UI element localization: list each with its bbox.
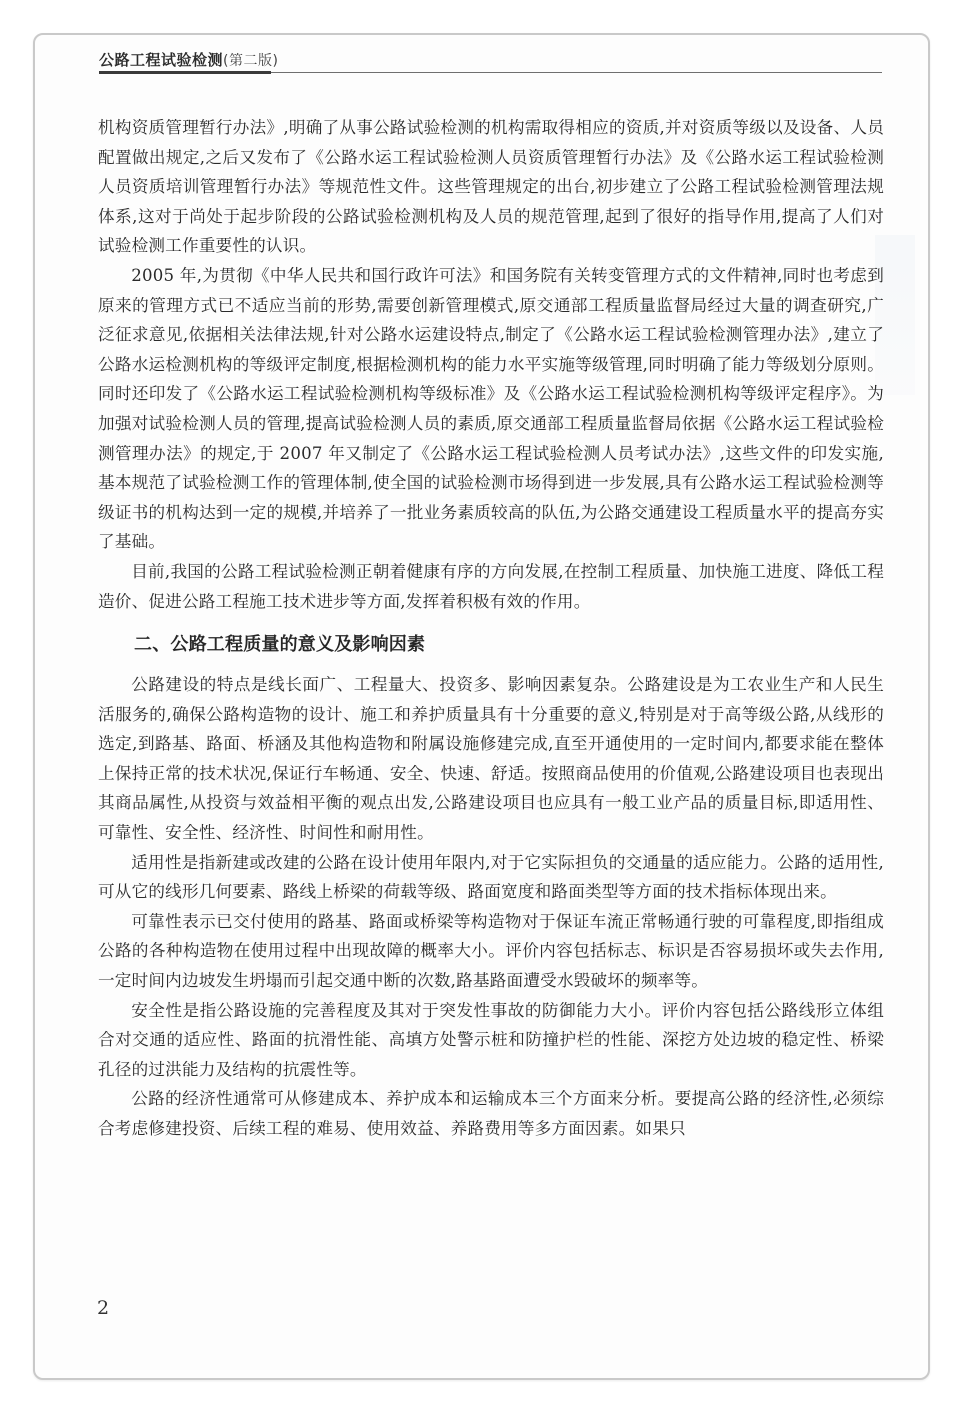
paragraph: 安全性是指公路设施的完善程度及其对于突发性事故的防御能力大小。评价内容包括公路线形立体组合对交通的适应性、路面的抗滑性能、高填方处警示桩和防撞护栏的性能、深挖方处边坡的稳定性、桥梁孔径的过洪能力及结构的抗震性等。 bbox=[98, 1000, 884, 1079]
paragraph: 机构资质管理暂行办法》,明确了从事公路试验检测的机构需取得相应的资质,并对资质等级以及设备、人员配置做出规定,之后又发布了《公路水运工程试验检测人员资质管理暂行办法》及《公路水运工程试验检测人员资质培训管理暂行办法》等规范性文件。这些管理规定的出台,初步建立了公路工程试验检测管理法规体系,这对于尚处于起步阶段的公路试验检测机构及人员的规范管理,起到了很好的指导作用,提高了人们对试验检测工作重要性的认识。 bbox=[98, 118, 884, 256]
header-rule-accent bbox=[99, 71, 271, 74]
section-heading: 二、公路工程质量的意义及影响因素 bbox=[134, 634, 426, 656]
book-title: 公路工程试验检测 bbox=[99, 51, 224, 69]
page-number: 2 bbox=[97, 1297, 110, 1319]
paragraph: 公路的经济性通常可从修建成本、养护成本和运输成本三个方面来分析。要提高公路的经济性,必须综合考虑修建投资、后续工程的难易、使用效益、养路费用等多方面因素。如果只 bbox=[98, 1089, 884, 1138]
paragraph: 目前,我国的公路工程试验检测正朝着健康有序的方向发展,在控制工程质量、加快施工进度、降低工程造价、促进公路工程施工技术进步等方面,发挥着积极有效的作用。 bbox=[98, 561, 884, 611]
book-edition: (第二版) bbox=[223, 53, 279, 69]
paragraph: 2005 年,为贯彻《中华人民共和国行政许可法》和国务院有关转变管理方式的文件精神,同时也考虑到原来的管理方式已不适应当前的形势,需要创新管理模式,原交通部工程质量监督局经过大量的调查研究,广泛征求意见,依据相关法律法规,针对公路水运建设特点,制定了《公路水运工程试验检测管理办法》,建立了公路水运检测机构的等级评定制度,根据检测机构的能力水平实施等级管理,同时明确了能力等级划分原则。同时还印发了《公路水运工程试验检测机构等级标准》及《公路水运工程试验检测机构等级评定程序》。为加强对试验检测人员的管理,提高试验检测人员的素质,原交通部工程质量监督局依据《公路水运工程试验检测管理办法》的规定,于 2007 年又制定了《公路水运工程试验检测人员考试办法》,这些文件的印发实施,基本规范了试验检测工作的管理体制,使全国的试验检测市场得到进一步发展,具有公路水运工程试验检测等级证书的机构达到一定的规模,并培养了一批业务素质较高的队伍,为公路交通建设工程质量水平的提高夯实了基础。 bbox=[98, 265, 884, 552]
paragraph: 公路建设的特点是线长面广、工程量大、投资多、影响因素复杂。公路建设是为工农业生产和人民生活服务的,确保公路构造物的设计、施工和养护质量具有十分重要的意义,特别是对于高等级公路,从线形的选定,到路基、路面、桥涵及其他构造物和附属设施修建完成,直至开通使用的一定时间内,都要求能在整体上保持正常的技术状况,保证行车畅通、安全、快速、舒适。按照商品使用的价值观,公路建设项目也表现出其商品属性,从投资与效益相平衡的观点出发,公路建设项目也应具有一般工业产品的质量目标,即适用性、可靠性、安全性、经济性、时间性和耐用性。 bbox=[98, 675, 884, 843]
book-page bbox=[33, 33, 930, 1380]
paragraph: 可靠性表示已交付使用的路基、路面或桥梁等构造物对于保证车流正常畅通行驶的可靠程度,即指组成公路的各种构造物在使用过程中出现故障的概率大小。评价内容包括标志、标识是否容易损坏或失去作用,一定时间内边坡发生坍塌而引起交通中断的次数,路基路面遭受水毁破坏的频率等。 bbox=[98, 911, 884, 991]
paragraph: 适用性是指新建或改建的公路在设计使用年限内,对于它实际担负的交通量的适应能力。公路的适用性,可从它的线形几何要素、路线上桥梁的荷载等级、路面宽度和路面类型等方面的技术指标体现出来。 bbox=[98, 852, 884, 902]
body-text bbox=[98, 113, 884, 1144]
running-head bbox=[99, 49, 278, 70]
